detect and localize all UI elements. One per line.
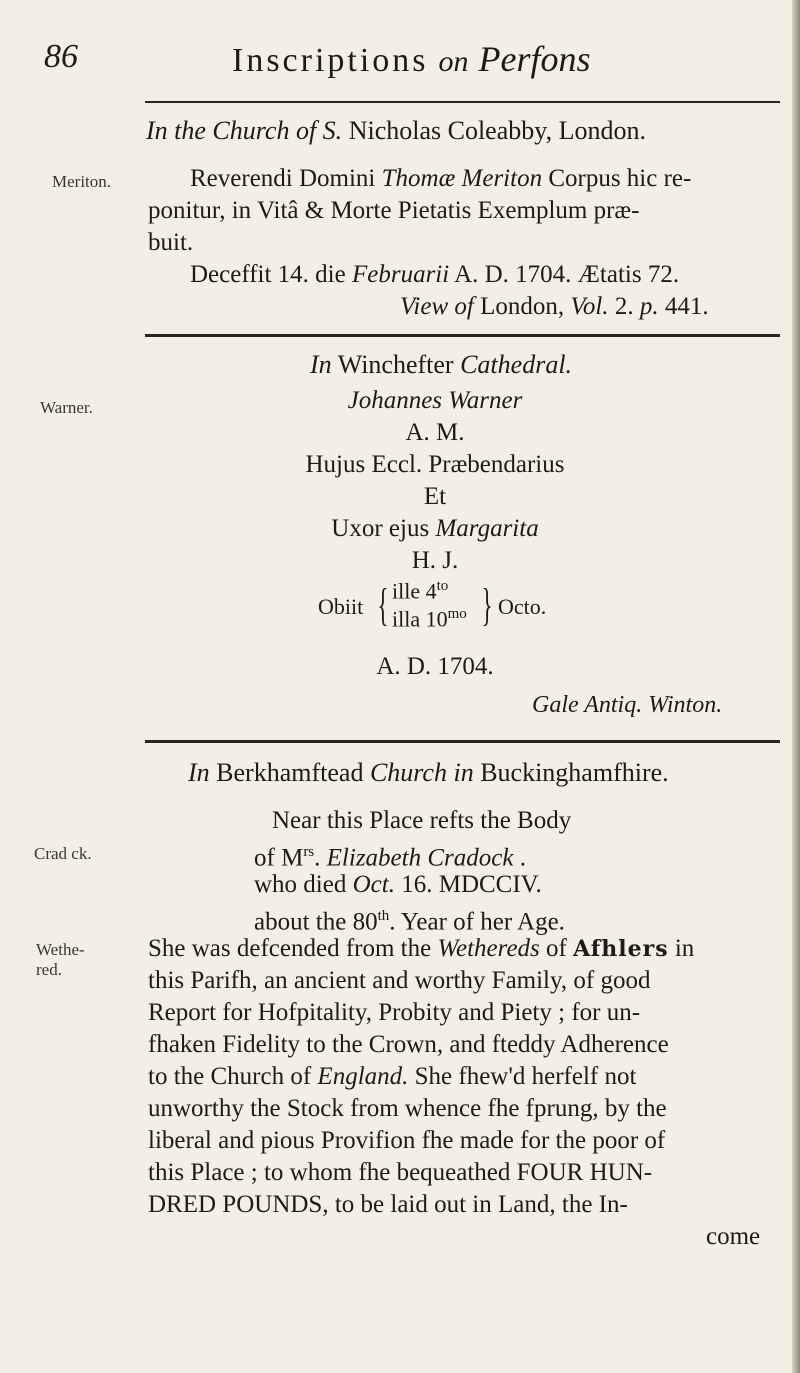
- text-line: DRED POUNDS, to be laid out in Land, the In-: [148, 1191, 628, 1218]
- text-line: of $M^{rs}$. Elizabeth Cradock .: [254, 844, 526, 872]
- section-rule: [145, 334, 780, 337]
- text-line: buit.: [148, 229, 194, 256]
- margin-note-warner: Warner.: [40, 398, 93, 417]
- text-line: ponitur, in Vitâ & Morte Pietatis Exemplum præ-: [148, 197, 640, 224]
- running-header: [44, 38, 744, 88]
- text-line: Reverendi Domini Thomæ Meriton Corpus hic re-: [190, 165, 692, 192]
- margin-note-cradock: Crad ck.: [34, 844, 92, 863]
- page-number: 86: [44, 38, 78, 75]
- text-line: to the Church of England. She fhew'd herfelf not: [148, 1063, 637, 1090]
- margin-note-wethered: Wethe- red.: [36, 940, 85, 979]
- text-line: Near this Place refts the Body: [272, 807, 572, 834]
- inscription-line: Et: [423, 483, 447, 510]
- text-line: about the 80th. Year of her Age.: [254, 908, 565, 936]
- margin-note-meriton: Meriton.: [52, 172, 112, 191]
- octo-word: Octo.: [498, 594, 547, 619]
- text-line: unworthy the Stock from whence fhe fprung, by the: [148, 1095, 667, 1122]
- entry-title-warner: In Winchefter Cathedral.: [310, 350, 573, 379]
- text-line: Deceffit 14. die Februarii A. D. 1704. Ætatis 72.: [190, 261, 680, 288]
- running-head-word: Inscriptions: [232, 42, 429, 79]
- obiit-line-ille: ille $4^{to}$: [392, 578, 449, 604]
- text-line: She was defcended from the Wethereds of Afhlers in: [148, 935, 695, 962]
- inscription-initials: H. J.: [411, 547, 459, 574]
- obiit-word: Obiit: [318, 594, 364, 619]
- section-rule: [145, 740, 780, 743]
- obiit-line-illa: illa $10^{mo}$: [392, 606, 467, 632]
- inscription-line: Hujus Eccl. Præbendarius: [305, 451, 565, 478]
- obiit-brace-block: [318, 578, 578, 648]
- catchword: come: [706, 1223, 761, 1250]
- text-line: this Parifh, an ancient and worthy Family, of good: [148, 967, 651, 994]
- inscription-line: A. M.: [405, 419, 465, 446]
- text-line: Report for Hofpitality, Probity and Piety ; for un-: [148, 999, 641, 1026]
- entry-title-cradock: In Berkhamftead Church in Buckinghamfhire.: [188, 758, 669, 787]
- text-line: liberal and pious Provifion fhe made for the poor of: [148, 1127, 666, 1154]
- text-line: who died Oct. 16. MDCCIV.: [254, 871, 542, 898]
- source-reference: Gale Antiq. Winton.: [532, 692, 723, 718]
- running-head-on: on: [438, 45, 469, 78]
- running-head: [232, 38, 591, 80]
- inscription-name: Johannes Warner: [347, 387, 523, 414]
- source-reference: View of London, Vol. 2. p. 441.: [400, 293, 709, 320]
- text-line: fhaken Fidelity to the Crown, and fteddy Adherence: [148, 1031, 669, 1058]
- text-line: this Place ; to whom fhe bequeathed FOUR HUN-: [148, 1159, 653, 1186]
- inscription-date: A. D. 1704.: [376, 653, 494, 680]
- left-brace: {: [377, 579, 389, 630]
- entry-title-meriton: In the Church of S. Nicholas Coleabby, London.: [146, 116, 646, 145]
- header-rule: [145, 101, 780, 103]
- running-head-persons: Perfons: [478, 39, 591, 79]
- inscription-line: Uxor ejus Margarita: [331, 515, 539, 542]
- right-brace: }: [481, 579, 493, 630]
- page-edge: [792, 0, 800, 1373]
